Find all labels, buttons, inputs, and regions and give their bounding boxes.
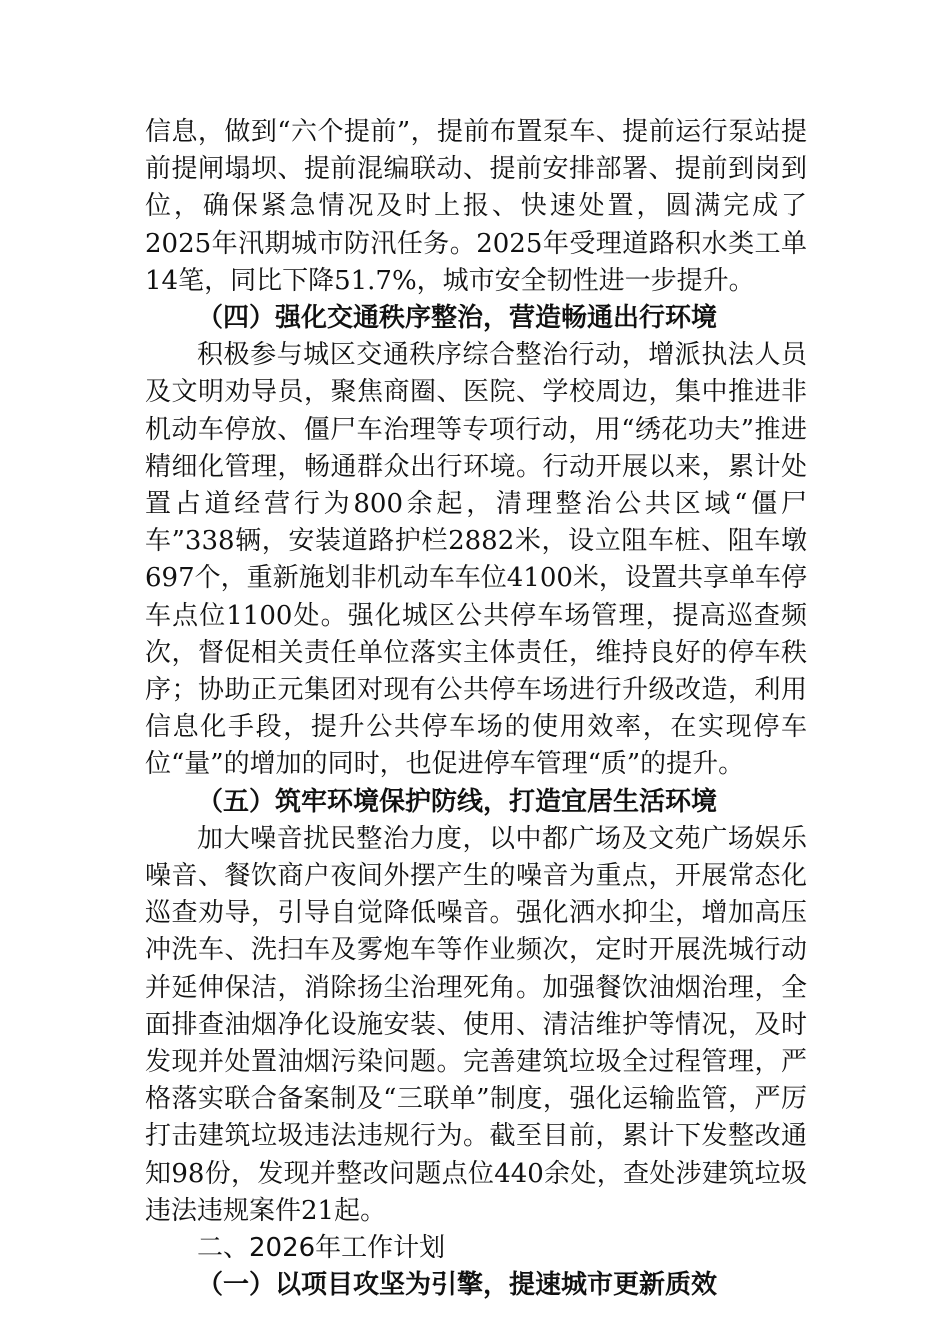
heading-2026-work-plan: 二、2026年工作计划 bbox=[197, 1233, 446, 1264]
subheading-project-engine: （一）以项目攻坚为引擎，提速城市更新质效 bbox=[197, 1270, 718, 1301]
subheading-environment-protection: （五）筑牢环境保护防线，打造宜居生活环境 bbox=[197, 786, 718, 817]
paragraph-environment-protection: 加大噪音扰民整治力度，以中都广场及文苑广场娱乐噪音、餐饮商户夜间外摆产生的噪音为重点，开展常态化巡查劝导，引导自觉降低噪音。强化洒水抑尘，增加高压冲洗车、洗扫车及雾炮车等作业频次，定时开展洗城行动并延伸保洁，消除扬尘治理死角。加强餐饮油烟治理，全面排查油烟净化设施安装、使用、清洁维护等情况，及时发现并处置油烟污染问题。完善建筑垃圾全过程管理，严格落实联合备案制及“三联单”制度，强化运输监管，严厉打击建筑垃圾违法违规行为。截至目前，累计下发整改通知98份，发现并整改问题点位440余处，查处涉建筑垃圾违法违规案件21起。 bbox=[145, 823, 807, 1226]
subheading-traffic-order: （四）强化交通秩序整治，营造畅通出行环境 bbox=[197, 303, 718, 334]
paragraph-flood-control-results: 信息，做到“六个提前”，提前布置泵车、提前运行泵站提前提闸塌坝、提前混编联动、提前安排部署、提前到岗到位，确保紧急情况及时上报、快速处置，圆满完成了2025年汛期城市防汛任务。2025年受理道路积水类工单14笔，同比下降51.7%，城市安全韧性进一步提升。 bbox=[145, 117, 807, 296]
document-body bbox=[145, 114, 807, 1305]
paragraph-traffic-order: 积极参与城区交通秩序综合整治行动，增派执法人员及文明劝导员，聚焦商圈、医院、学校周边，集中推进非机动车停放、僵尸车治理等专项行动，用“绣花功夫”推进精细化管理，畅通群众出行环境。行动开展以来，累计处置占道经营行为800余起，清理整治公共区域“僵尸车”338辆，安装道路护栏2882米，设立阻车桩、阻车墩697个，重新施划非机动车车位4100米，设置共享单车停车点位1100处。强化城区公共停车场管理，提高巡查频次，督促相关责任单位落实主体责任，维持良好的停车秩序；协助正元集团对现有公共停车场进行升级改造，利用信息化手段，提升公共停车场的使用效率，在实现停车位“量”的增加的同时，也促进停车管理“质”的提升。 bbox=[145, 340, 807, 780]
